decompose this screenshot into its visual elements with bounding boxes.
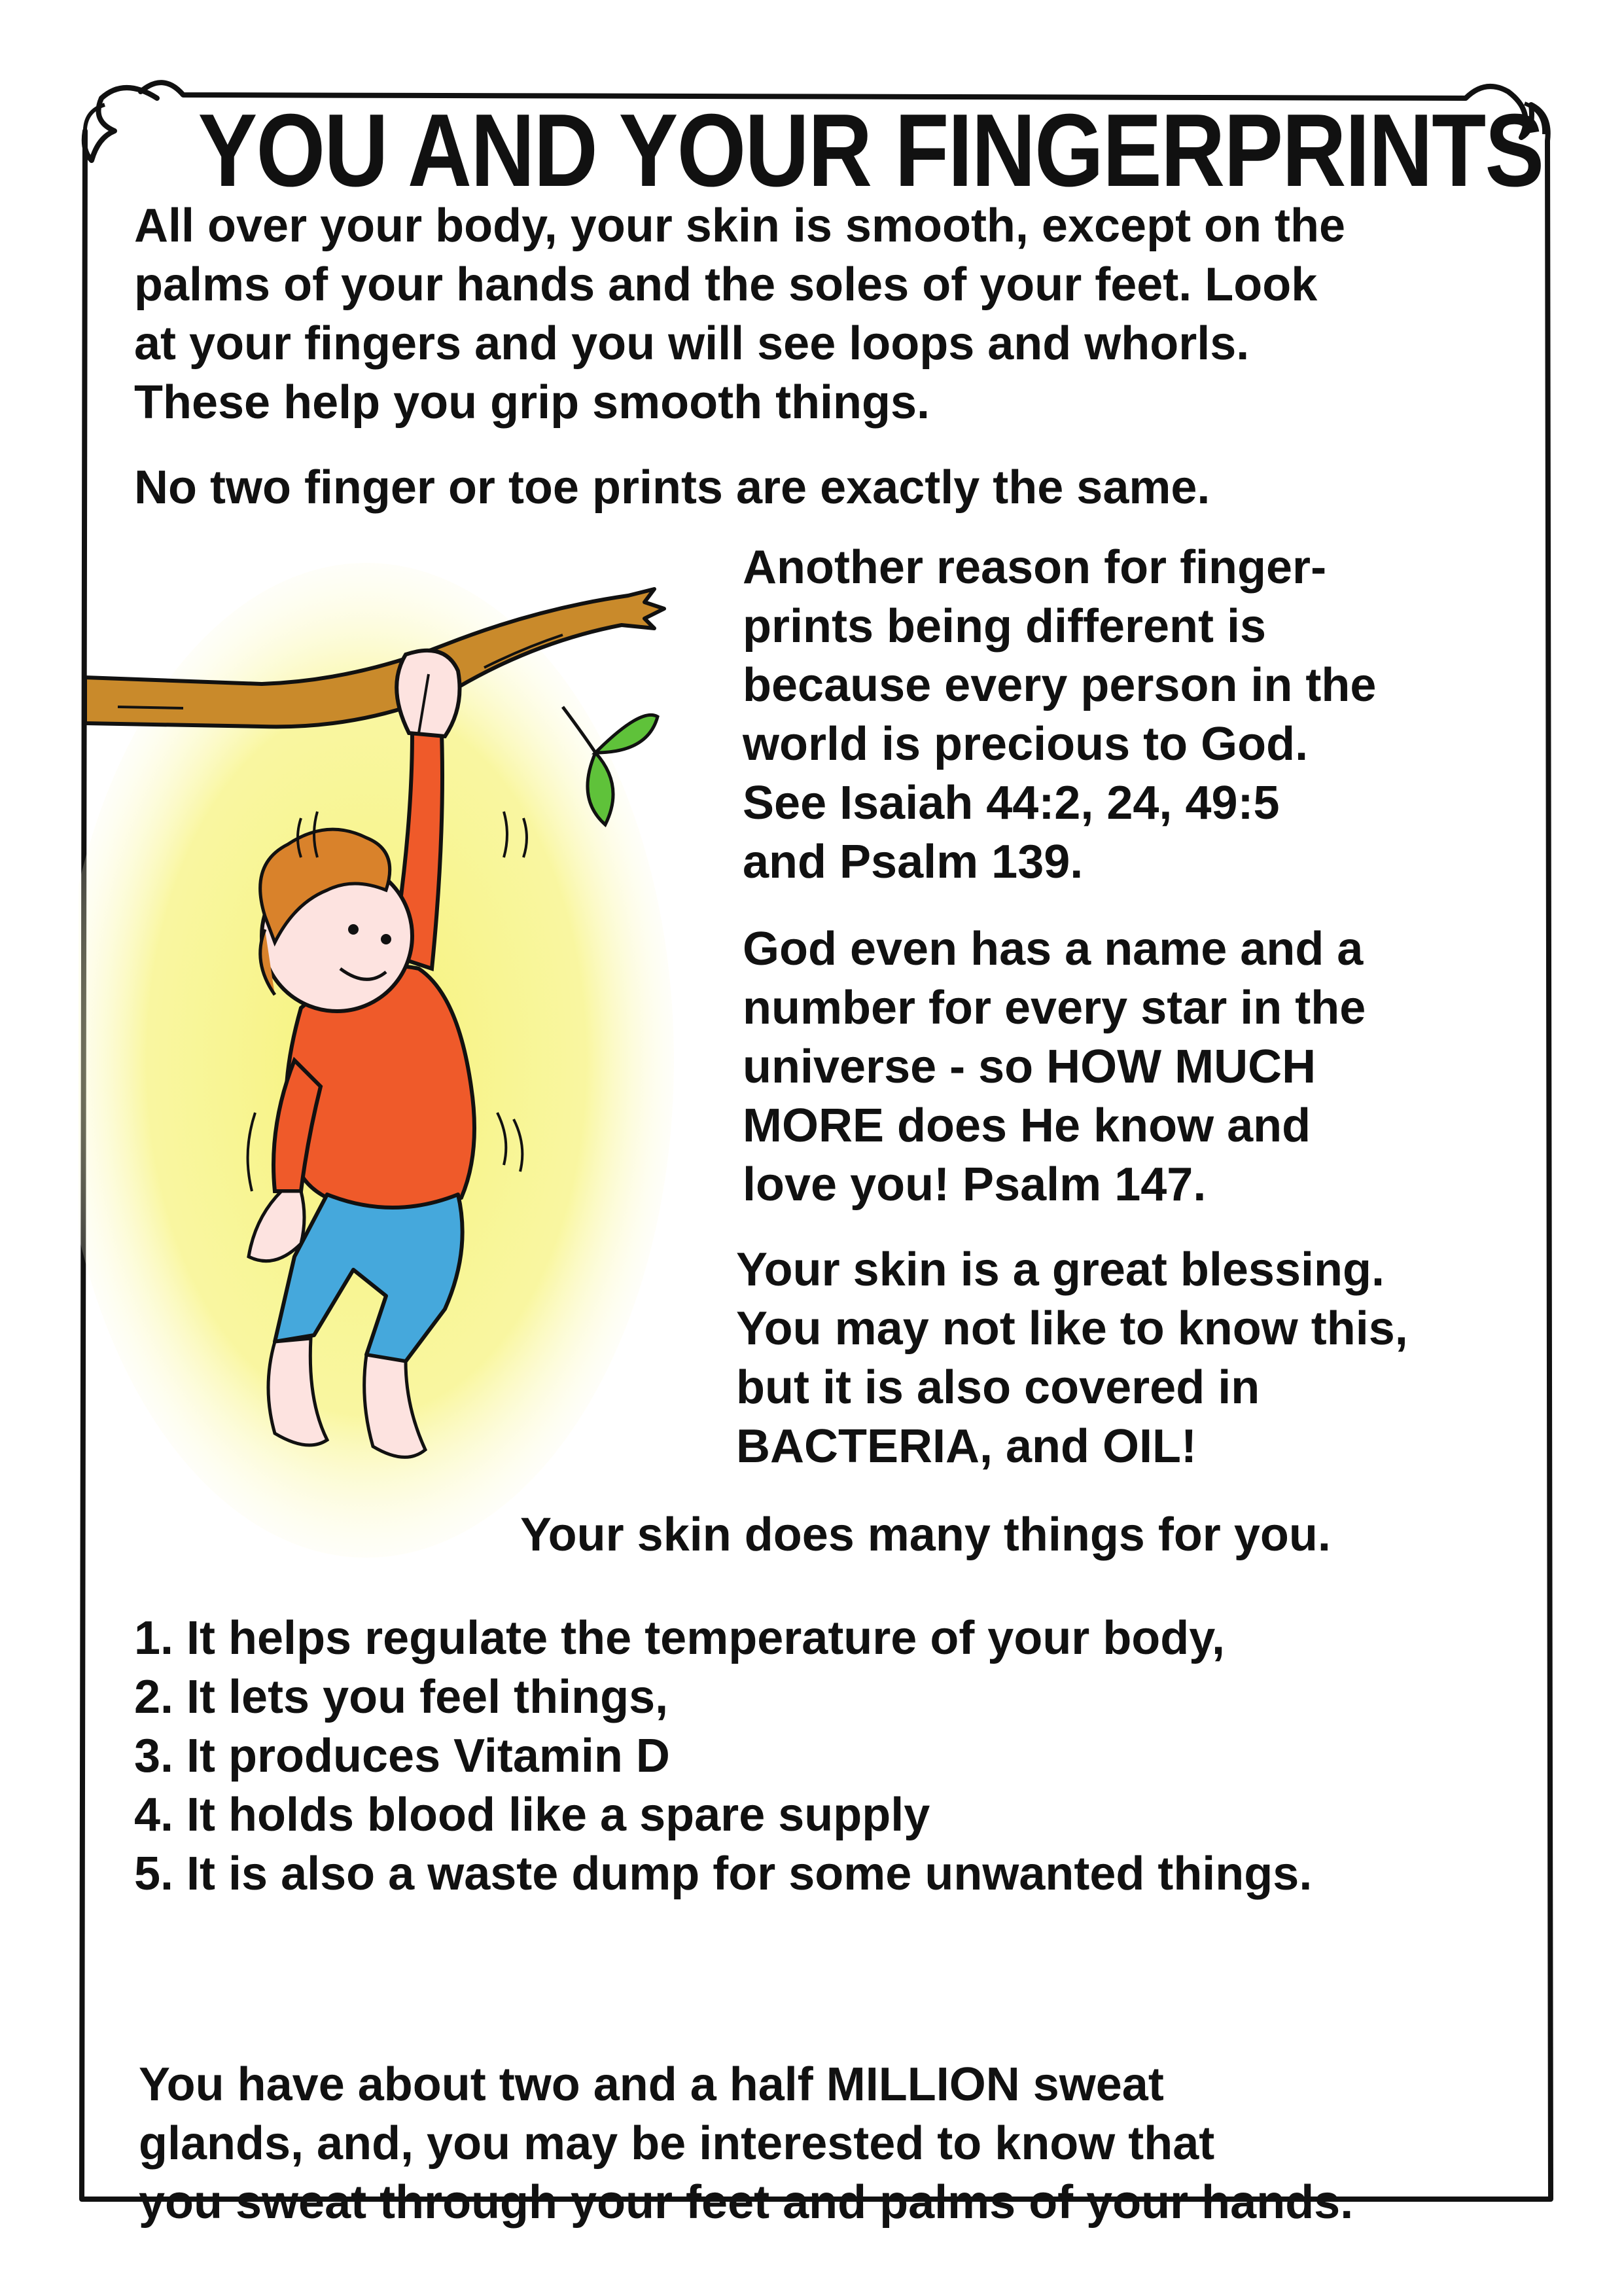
skin-functions-list [134,1609,1541,1903]
precious-to-god-paragraph: Another reason for finger- prints being different is because every person in the world is precious to God. See Isaiah 44:2, 24, 49:5 and Psalm 139. [743,541,1377,888]
list-item: 1. It helps regulate the temperature of your body, [134,1612,1225,1664]
list-item: 2. It lets you feel things, [134,1671,669,1723]
page-title: YOU AND YOUR FINGERPRINTS [198,93,1544,208]
skin-blessing-paragraph: Your skin is a great blessing. You may not like to know this, but it is also covered in BACTERIA, and OIL! [736,1244,1408,1473]
sweat-glands-paragraph: You have about two and a half MILLION sweat glands, and, you may be interested to know that you sweat through your feet and palms of your hands. [139,2058,1354,2229]
list-item: 5. It is also a waste dump for some unwanted things. [134,1848,1313,1900]
star-names-paragraph: God even has a name and a number for every star in the universe - so HOW MUCH MORE does He know and love you! Psalm 147. [743,923,1366,1211]
list-item: 4. It holds blood like a spare supply [134,1789,930,1841]
boy-hanging-illustration [79,537,720,1571]
skin-functions-heading: Your skin does many things for you. [520,1509,1331,1561]
intro-paragraph: All over your body, your skin is smooth, except on the palms of your hands and the soles of your feet. Look at your fingers and you will see loops and whorls. These help you grip smooth things. [134,200,1346,429]
unique-prints-paragraph: No two finger or toe prints are exactly the same. [134,461,1210,514]
list-item: 3. It produces Vitamin D [134,1730,670,1782]
